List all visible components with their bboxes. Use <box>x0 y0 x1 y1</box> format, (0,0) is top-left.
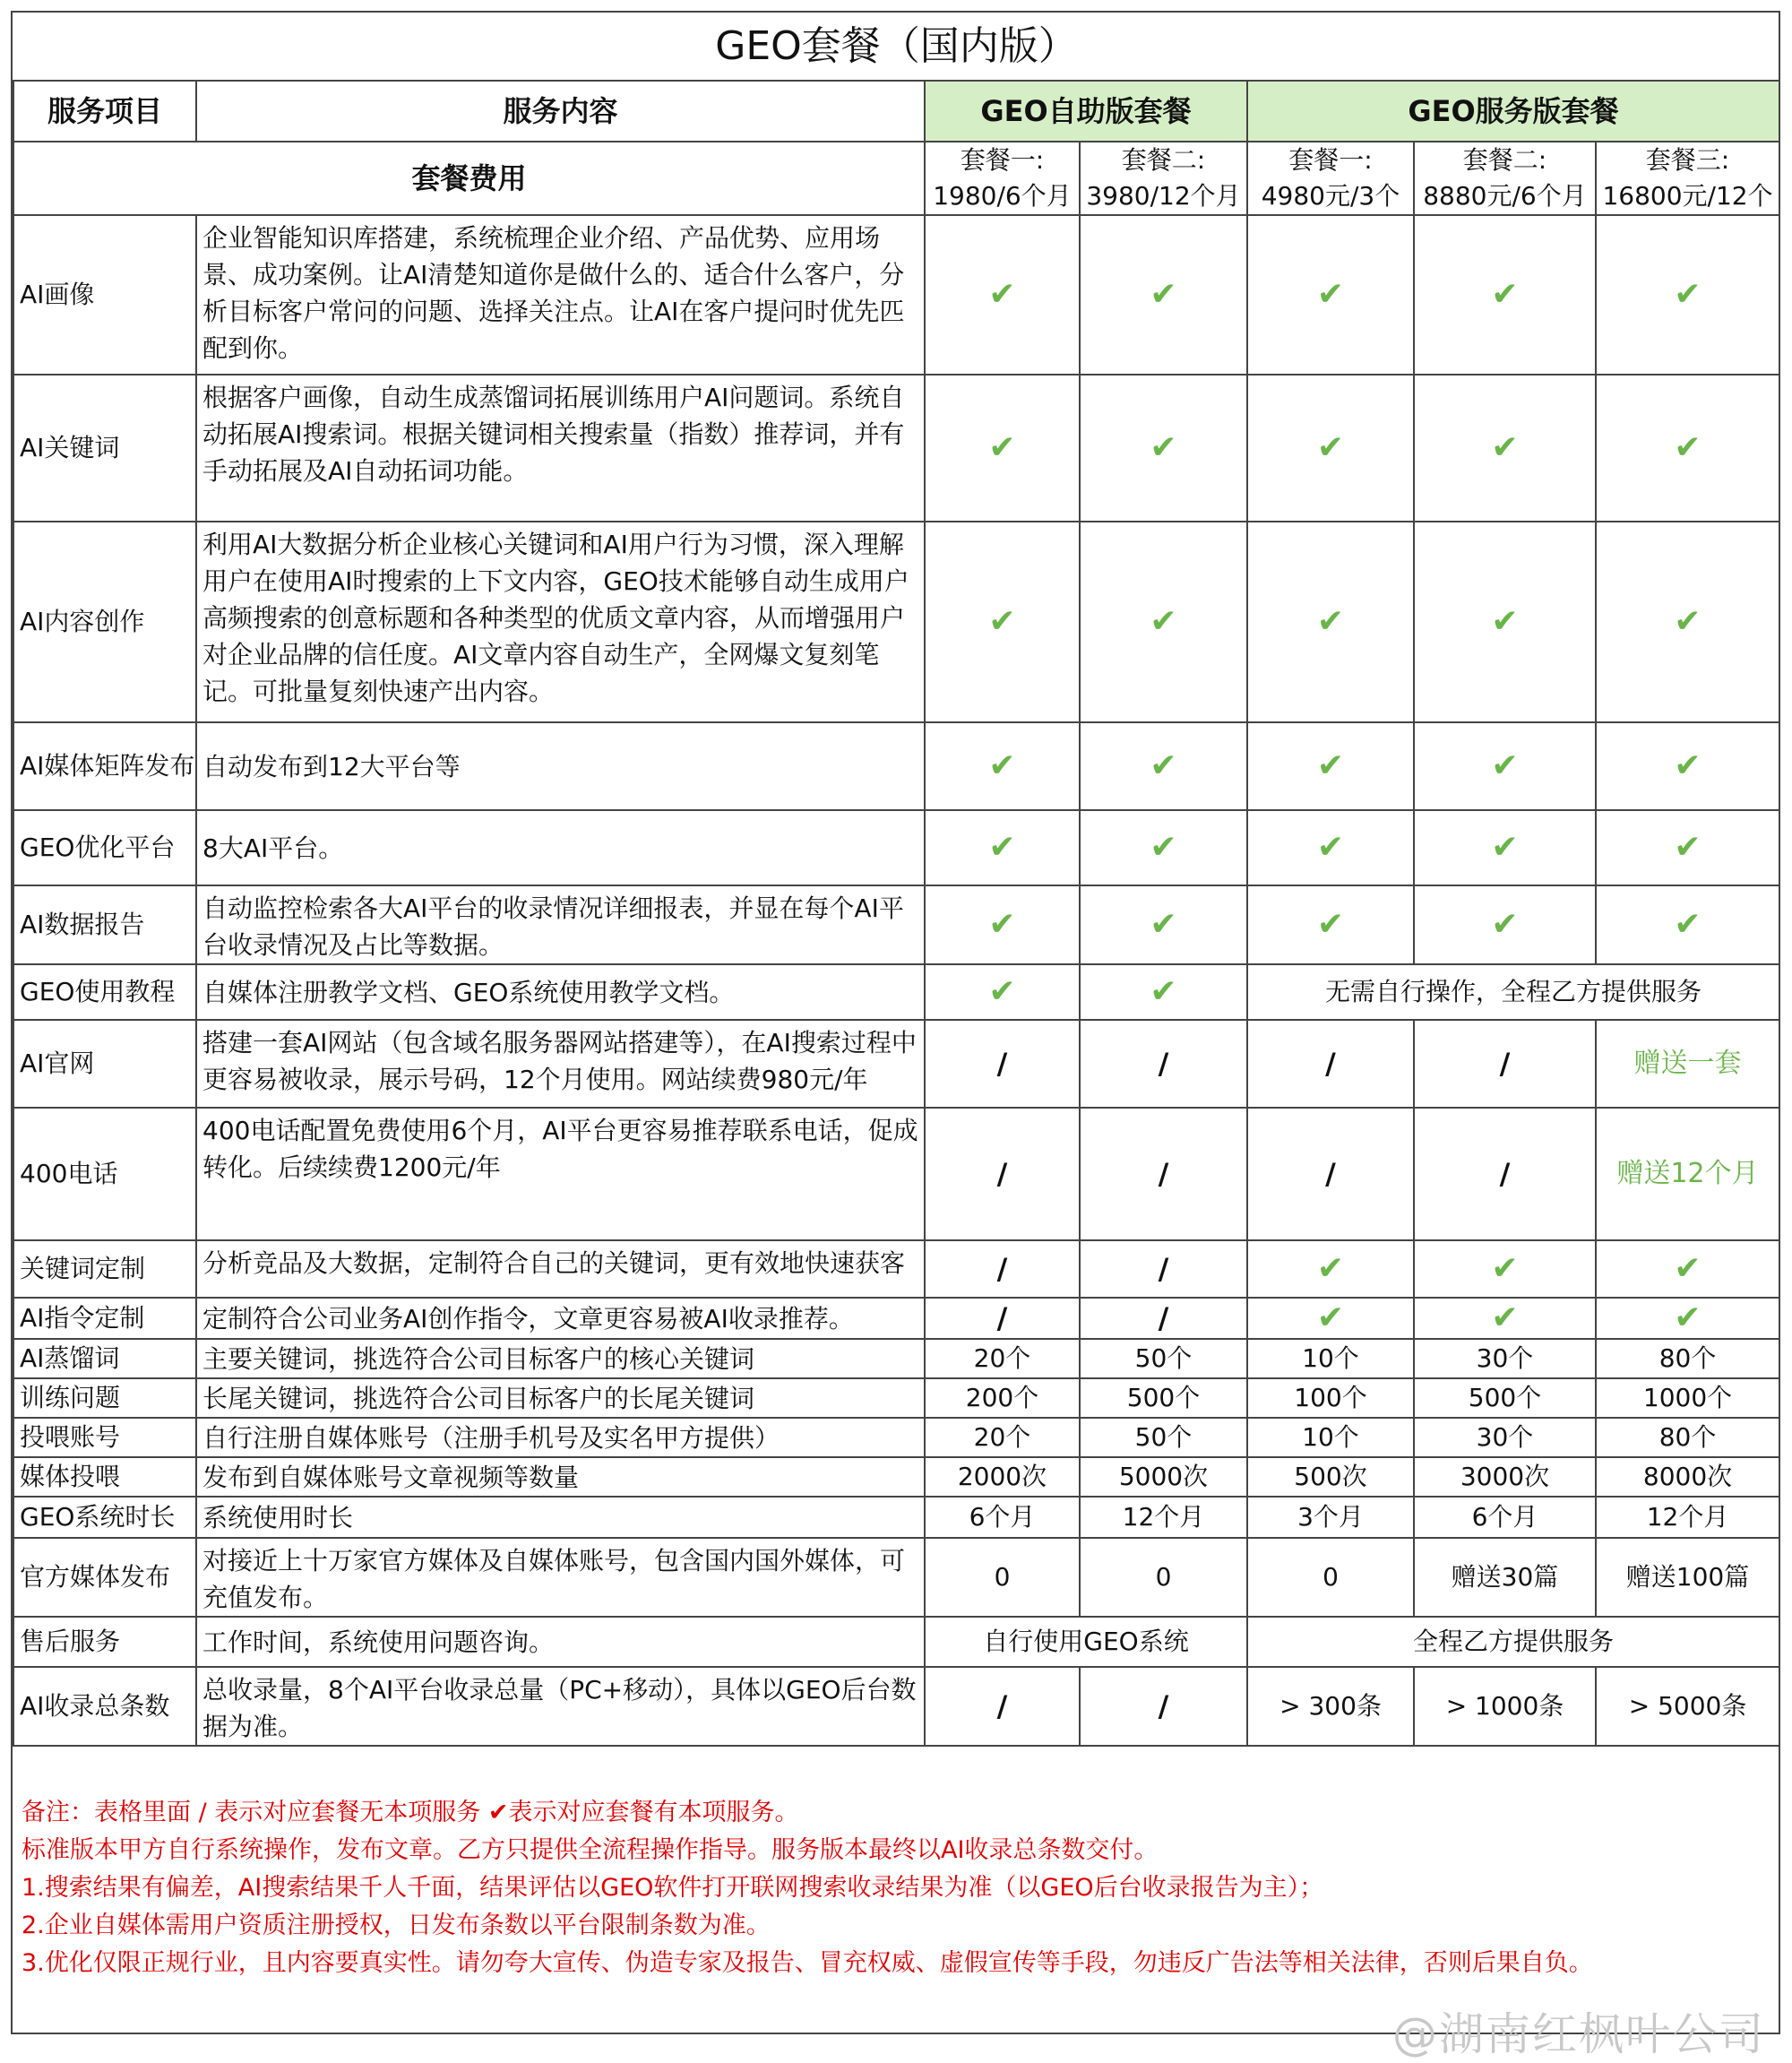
service-item: AI指令定制 <box>13 1298 196 1339</box>
service-description: 自行注册自媒体账号（注册手机号及实名甲方提供） <box>196 1418 925 1457</box>
check-icon: ✔ <box>1414 1298 1596 1339</box>
value-cell: 6个月 <box>925 1497 1080 1538</box>
plan-price: 4980元/3个 <box>1261 181 1400 211</box>
table-row <box>13 215 1779 375</box>
service-description: 工作时间，系统使用问题咨询。 <box>196 1617 925 1667</box>
check-icon: ✔ <box>1596 375 1779 522</box>
value-cell: 12个月 <box>1596 1497 1779 1538</box>
check-icon: ✔ <box>1596 810 1779 885</box>
check-icon: ✔ <box>1414 522 1596 722</box>
check-icon: ✔ <box>1080 964 1247 1020</box>
check-icon: ✔ <box>1596 885 1779 964</box>
table-row <box>13 522 1779 722</box>
plan-name: 套餐二: <box>1121 145 1206 175</box>
value-cell: 8000次 <box>1596 1457 1779 1497</box>
check-icon: ✔ <box>925 964 1080 1020</box>
check-icon: ✔ <box>1414 375 1596 522</box>
value-cell: > 300条 <box>1247 1667 1414 1746</box>
value-cell: 80个 <box>1596 1418 1779 1457</box>
service-description: 企业智能知识库搭建，系统梳理企业介绍、产品优势、应用场景、成功案例。让AI清楚知道你是做什么的、适合什么客户，分析目标客户常问的问题、选择关注点。让AI在客户提问时优先匹配到你。 <box>196 215 925 375</box>
pricing-table <box>13 13 1780 1747</box>
slash-mark: / <box>1414 1020 1596 1108</box>
slash-mark: / <box>1080 1240 1247 1298</box>
check-icon: ✔ <box>925 522 1080 722</box>
value-cell: 0 <box>1247 1538 1414 1617</box>
service-description: 400电话配置免费使用6个月，AI平台更容易推荐联系电话，促成转化。后续续费1200元/年 <box>196 1108 925 1240</box>
service-item: GEO系统时长 <box>13 1497 196 1538</box>
check-icon: ✔ <box>1596 522 1779 722</box>
table-row <box>13 1457 1779 1497</box>
table-row <box>13 1339 1779 1378</box>
slash-mark: / <box>1414 1108 1596 1240</box>
service-description: 自动发布到12大平台等 <box>196 722 925 810</box>
service-item: 售后服务 <box>13 1617 196 1667</box>
value-cell: 赠送30篇 <box>1414 1538 1596 1617</box>
check-icon: ✔ <box>1247 1298 1414 1339</box>
service-item: AI媒体矩阵发布 <box>13 722 196 810</box>
watermark: @湖南红枫叶公司 <box>1392 2008 1765 2060</box>
value-cell: 500个 <box>1414 1378 1596 1418</box>
pricing-sheet <box>11 11 1780 2034</box>
plan-header <box>1247 142 1414 215</box>
value-cell: 6个月 <box>1414 1497 1596 1538</box>
service-description: 系统使用时长 <box>196 1497 925 1538</box>
check-icon: ✔ <box>1247 215 1414 375</box>
plan-price: 8880元/6个月 <box>1423 181 1587 211</box>
service-description: 自媒体注册教学文档、GEO系统使用教学文档。 <box>196 964 925 1020</box>
note-line: 2.企业自媒体需用户资质注册授权，日发布条数以平台限制条数为准。 <box>22 1912 771 1939</box>
value-cell: 20个 <box>925 1418 1080 1457</box>
table-row <box>13 1617 1779 1667</box>
check-icon: ✔ <box>1414 215 1596 375</box>
table-row <box>13 1667 1779 1746</box>
value-cell: 500个 <box>1080 1378 1247 1418</box>
service-item: AI关键词 <box>13 375 196 522</box>
value-cell: 200个 <box>925 1378 1080 1418</box>
service-item: 关键词定制 <box>13 1240 196 1298</box>
merged-service-cell: 全程乙方提供服务 <box>1247 1617 1779 1667</box>
service-description: 长尾关键词，挑选符合公司目标客户的长尾关键词 <box>196 1378 925 1418</box>
note-line: 标准版本甲方自行系统操作，发布文章。乙方只提供全流程操作指导。服务版本最终以AI收录总条数交付。 <box>22 1836 1159 1864</box>
value-cell: 20个 <box>925 1339 1080 1378</box>
gift-cell: 赠送12个月 <box>1596 1108 1779 1240</box>
check-icon: ✔ <box>1080 215 1247 375</box>
table-row <box>13 1378 1779 1418</box>
plan-header <box>1596 142 1779 215</box>
value-cell: 0 <box>925 1538 1080 1617</box>
slash-mark: / <box>925 1240 1080 1298</box>
service-description: 根据客户画像，自动生成蒸馏词拓展训练用户AI问题词。系统自动拓展AI搜索词。根据关键词相关搜索量（指数）推荐词，并有手动拓展及AI自动拓词功能。 <box>196 375 925 522</box>
slash-mark: / <box>925 1298 1080 1339</box>
merged-service-cell: 无需自行操作，全程乙方提供服务 <box>1247 964 1779 1020</box>
gift-cell: 赠送一套 <box>1596 1020 1779 1108</box>
service-description: 8大AI平台。 <box>196 810 925 885</box>
value-cell: 10个 <box>1247 1339 1414 1378</box>
merged-self-cell: 自行使用GEO系统 <box>925 1617 1247 1667</box>
header-service-content: 服务内容 <box>196 81 925 142</box>
slash-mark: / <box>925 1108 1080 1240</box>
service-item: 官方媒体发布 <box>13 1538 196 1617</box>
value-cell: 10个 <box>1247 1418 1414 1457</box>
value-cell: 500次 <box>1247 1457 1414 1497</box>
check-icon: ✔ <box>1080 810 1247 885</box>
service-item: AI画像 <box>13 215 196 375</box>
value-cell: 5000次 <box>1080 1457 1247 1497</box>
service-item: 训练问题 <box>13 1378 196 1418</box>
value-cell: 赠送100篇 <box>1596 1538 1779 1617</box>
plan-header <box>1414 142 1596 215</box>
plan-price: 1980/6个月 <box>933 181 1072 211</box>
service-item: 投喂账号 <box>13 1418 196 1457</box>
value-cell: 80个 <box>1596 1339 1779 1378</box>
check-icon: ✔ <box>1596 215 1779 375</box>
service-item: AI收录总条数 <box>13 1667 196 1746</box>
table-row <box>13 375 1779 522</box>
slash-mark: / <box>1247 1108 1414 1240</box>
check-icon: ✔ <box>1080 522 1247 722</box>
value-cell: > 5000条 <box>1596 1667 1779 1746</box>
check-icon: ✔ <box>925 375 1080 522</box>
service-item: 媒体投喂 <box>13 1457 196 1497</box>
check-icon: ✔ <box>1414 1240 1596 1298</box>
slash-mark: / <box>1080 1298 1247 1339</box>
service-item: 400电话 <box>13 1108 196 1240</box>
page-title: GEO套餐（国内版） <box>13 13 1779 81</box>
value-cell: 3000次 <box>1414 1457 1596 1497</box>
slash-mark: / <box>1080 1020 1247 1108</box>
service-description: 利用AI大数据分析企业核心关键词和AI用户行为习惯，深入理解用户在使用AI时搜索的上下文内容，GEO技术能够自动生成用户高频搜索的创意标题和各种类型的优质文章内容，从而增强用户对企业品牌的信任度。AI文章内容自动生产，全网爆文复刻笔记。可批量复刻快速产出内容。 <box>196 522 925 722</box>
check-icon: ✔ <box>1080 375 1247 522</box>
table-row <box>13 964 1779 1020</box>
slash-mark: / <box>1080 1667 1247 1746</box>
service-item: AI内容创作 <box>13 522 196 722</box>
table-row <box>13 1538 1779 1617</box>
check-icon: ✔ <box>1080 722 1247 810</box>
service-description: 自动监控检索各大AI平台的收录情况详细报表，并显在每个AI平台收录情况及占比等数据。 <box>196 885 925 964</box>
plan-price: 3980/12个月 <box>1086 181 1241 211</box>
service-description: 总收录量，8个AI平台收录总量（PC+移动），具体以GEO后台数据为准。 <box>196 1667 925 1746</box>
header-self-package: GEO自助版套餐 <box>925 81 1247 142</box>
slash-mark: / <box>925 1020 1080 1108</box>
service-item: GEO优化平台 <box>13 810 196 885</box>
check-icon: ✔ <box>1247 375 1414 522</box>
check-icon: ✔ <box>1247 522 1414 722</box>
header-service-item: 服务项目 <box>13 81 196 142</box>
note-line: 1.搜索结果有偏差，AI搜索结果千人千面，结果评估以GEO软件打开联网搜索收录结果为准（以GEO后台收录报告为主）； <box>22 1874 1324 1902</box>
plan-header <box>925 142 1080 215</box>
service-item: AI蒸馏词 <box>13 1339 196 1378</box>
check-icon: ✔ <box>1247 810 1414 885</box>
note-line: 备注：表格里面 / 表示对应套餐无本项服务 ✔表示对应套餐有本项服务。 <box>22 1799 799 1826</box>
value-cell: 1000个 <box>1596 1378 1779 1418</box>
check-icon: ✔ <box>1596 1240 1779 1298</box>
header-service-package: GEO服务版套餐 <box>1247 81 1779 142</box>
value-cell: 3个月 <box>1247 1497 1414 1538</box>
table-row <box>13 1497 1779 1538</box>
notes-section <box>22 1794 1769 1982</box>
check-icon: ✔ <box>1596 722 1779 810</box>
value-cell: > 1000条 <box>1414 1667 1596 1746</box>
value-cell: 50个 <box>1080 1339 1247 1378</box>
check-icon: ✔ <box>1414 810 1596 885</box>
service-description: 主要关键词，挑选符合公司目标客户的核心关键词 <box>196 1339 925 1378</box>
value-cell: 2000次 <box>925 1457 1080 1497</box>
plan-header <box>1080 142 1247 215</box>
check-icon: ✔ <box>1596 1298 1779 1339</box>
service-item: AI官网 <box>13 1020 196 1108</box>
table-row <box>13 1298 1779 1339</box>
note-line: 3.优化仅限正规行业，且内容要真实性。请勿夸大宣传、伪造专家及报告、冒充权威、虚假宣传等手段，勿违反广告法等相关法律，否则后果自负。 <box>22 1949 1593 1977</box>
plan-name: 套餐一: <box>1288 145 1373 175</box>
service-item: AI数据报告 <box>13 885 196 964</box>
slash-mark: / <box>925 1667 1080 1746</box>
table-row <box>13 1020 1779 1108</box>
table-row <box>13 1108 1779 1240</box>
service-description: 分析竞品及大数据，定制符合自己的关键词，更有效地快速获客 <box>196 1240 925 1298</box>
check-icon: ✔ <box>1247 722 1414 810</box>
check-icon: ✔ <box>1080 885 1247 964</box>
slash-mark: / <box>1247 1020 1414 1108</box>
value-cell: 30个 <box>1414 1339 1596 1378</box>
check-icon: ✔ <box>1414 885 1596 964</box>
plan-name: 套餐三: <box>1645 145 1730 175</box>
table-row <box>13 810 1779 885</box>
table-row <box>13 1418 1779 1457</box>
table-row <box>13 885 1779 964</box>
table-row <box>13 1240 1779 1298</box>
value-cell: 30个 <box>1414 1418 1596 1457</box>
check-icon: ✔ <box>1414 722 1596 810</box>
service-description: 对接近上十万家官方媒体及自媒体账号，包含国内国外媒体，可充值发布。 <box>196 1538 925 1617</box>
check-icon: ✔ <box>925 215 1080 375</box>
slash-mark: / <box>1080 1108 1247 1240</box>
plan-name: 套餐二: <box>1462 145 1547 175</box>
check-icon: ✔ <box>1247 1240 1414 1298</box>
check-icon: ✔ <box>925 722 1080 810</box>
service-item: GEO使用教程 <box>13 964 196 1020</box>
fee-label: 套餐费用 <box>13 142 925 215</box>
value-cell: 12个月 <box>1080 1497 1247 1538</box>
value-cell: 100个 <box>1247 1378 1414 1418</box>
check-icon: ✔ <box>1247 885 1414 964</box>
service-description: 发布到自媒体账号文章视频等数量 <box>196 1457 925 1497</box>
value-cell: 0 <box>1080 1538 1247 1617</box>
check-icon: ✔ <box>925 885 1080 964</box>
check-icon: ✔ <box>925 810 1080 885</box>
value-cell: 50个 <box>1080 1418 1247 1457</box>
service-description: 定制符合公司业务AI创作指令，文章更容易被AI收录推荐。 <box>196 1298 925 1339</box>
plan-price: 16800元/12个 <box>1602 181 1773 211</box>
service-description: 搭建一套AI网站（包含域名服务器网站搭建等），在AI搜索过程中更容易被收录，展示号码，12个月使用。网站续费980元/年 <box>196 1020 925 1108</box>
plan-name: 套餐一: <box>960 145 1045 175</box>
table-row <box>13 722 1779 810</box>
